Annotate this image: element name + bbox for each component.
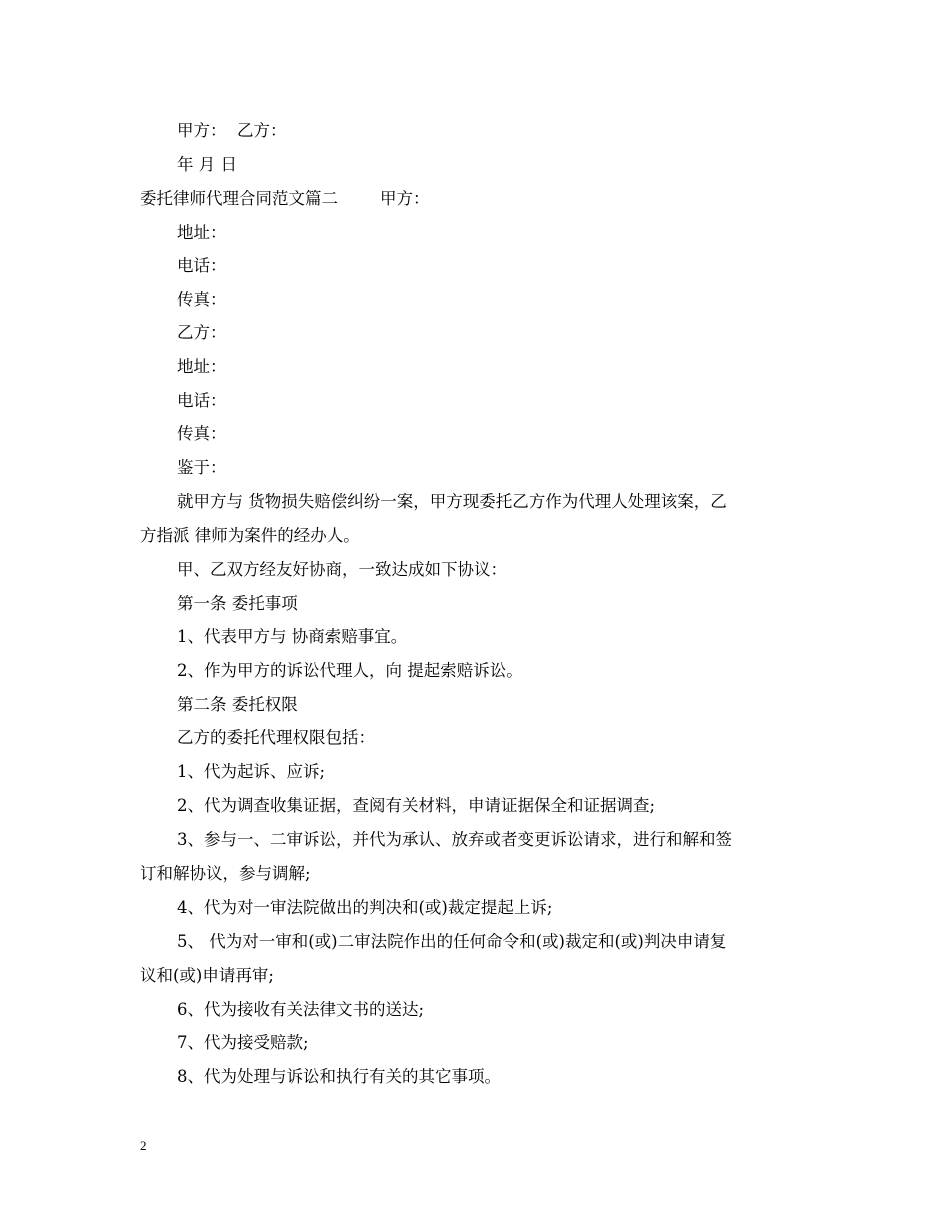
- list-item: 7、代为接受赔款;: [177, 1033, 309, 1052]
- paragraph-line: 就甲方与 货物损失赔偿纠纷一案，甲方现委托乙方作为代理人处理该案，乙: [177, 492, 727, 511]
- text-line: 传真：: [177, 424, 227, 443]
- text-line: 地址：: [177, 223, 227, 242]
- text-line: 乙方：: [177, 323, 227, 342]
- list-item: 1、代表甲方与 协商索赔事宜。: [177, 627, 408, 646]
- paragraph-line: 甲、乙双方经友好协商，一致达成如下协议：: [177, 560, 507, 579]
- article-heading: 第一条 委托事项: [177, 594, 298, 613]
- text-line: 电话：: [177, 256, 227, 275]
- paragraph-line: 乙方的委托代理权限包括：: [177, 728, 375, 747]
- list-item-continuation: 议和(或)申请再审;: [140, 966, 274, 985]
- list-item: 4、代为对一审法院做出的判决和(或)裁定提起上诉;: [177, 898, 553, 917]
- text-line: 地址：: [177, 357, 227, 376]
- list-item: 2、作为甲方的诉讼代理人，向 提起索赔诉讼。: [177, 661, 523, 680]
- article-heading: 第二条 委托权限: [177, 695, 298, 714]
- list-item: 3、参与一、二审诉讼，并代为承认、放弃或者变更诉讼请求，进行和解和签: [177, 830, 732, 849]
- text-line: 鉴于：: [177, 458, 227, 477]
- section-heading: 委托律师代理合同范文篇二 甲方：: [140, 189, 430, 208]
- page-number: 2: [140, 1138, 147, 1153]
- list-item: 2、代为调查收集证据，查阅有关材料，申请证据保全和证据调查;: [177, 796, 656, 815]
- list-item: 6、代为接收有关法律文书的送达;: [177, 1000, 425, 1019]
- paragraph-line: 方指派 律师为案件的经办人。: [140, 526, 360, 545]
- list-item: 1、代为起诉、应诉;: [177, 762, 326, 781]
- text-line: 电话：: [177, 391, 227, 410]
- text-line: 传真：: [177, 290, 227, 309]
- text-line: 年 月 日: [177, 155, 237, 174]
- list-item-continuation: 订和解协议，参与调解;: [140, 864, 311, 883]
- list-item: 8、代为处理与诉讼和执行有关的其它事项。: [177, 1067, 501, 1086]
- list-item: 5、 代为对一审和(或)二审法院作出的任何命令和(或)裁定和(或)判决申请复: [177, 932, 727, 951]
- text-line: 甲方： 乙方：: [177, 121, 287, 140]
